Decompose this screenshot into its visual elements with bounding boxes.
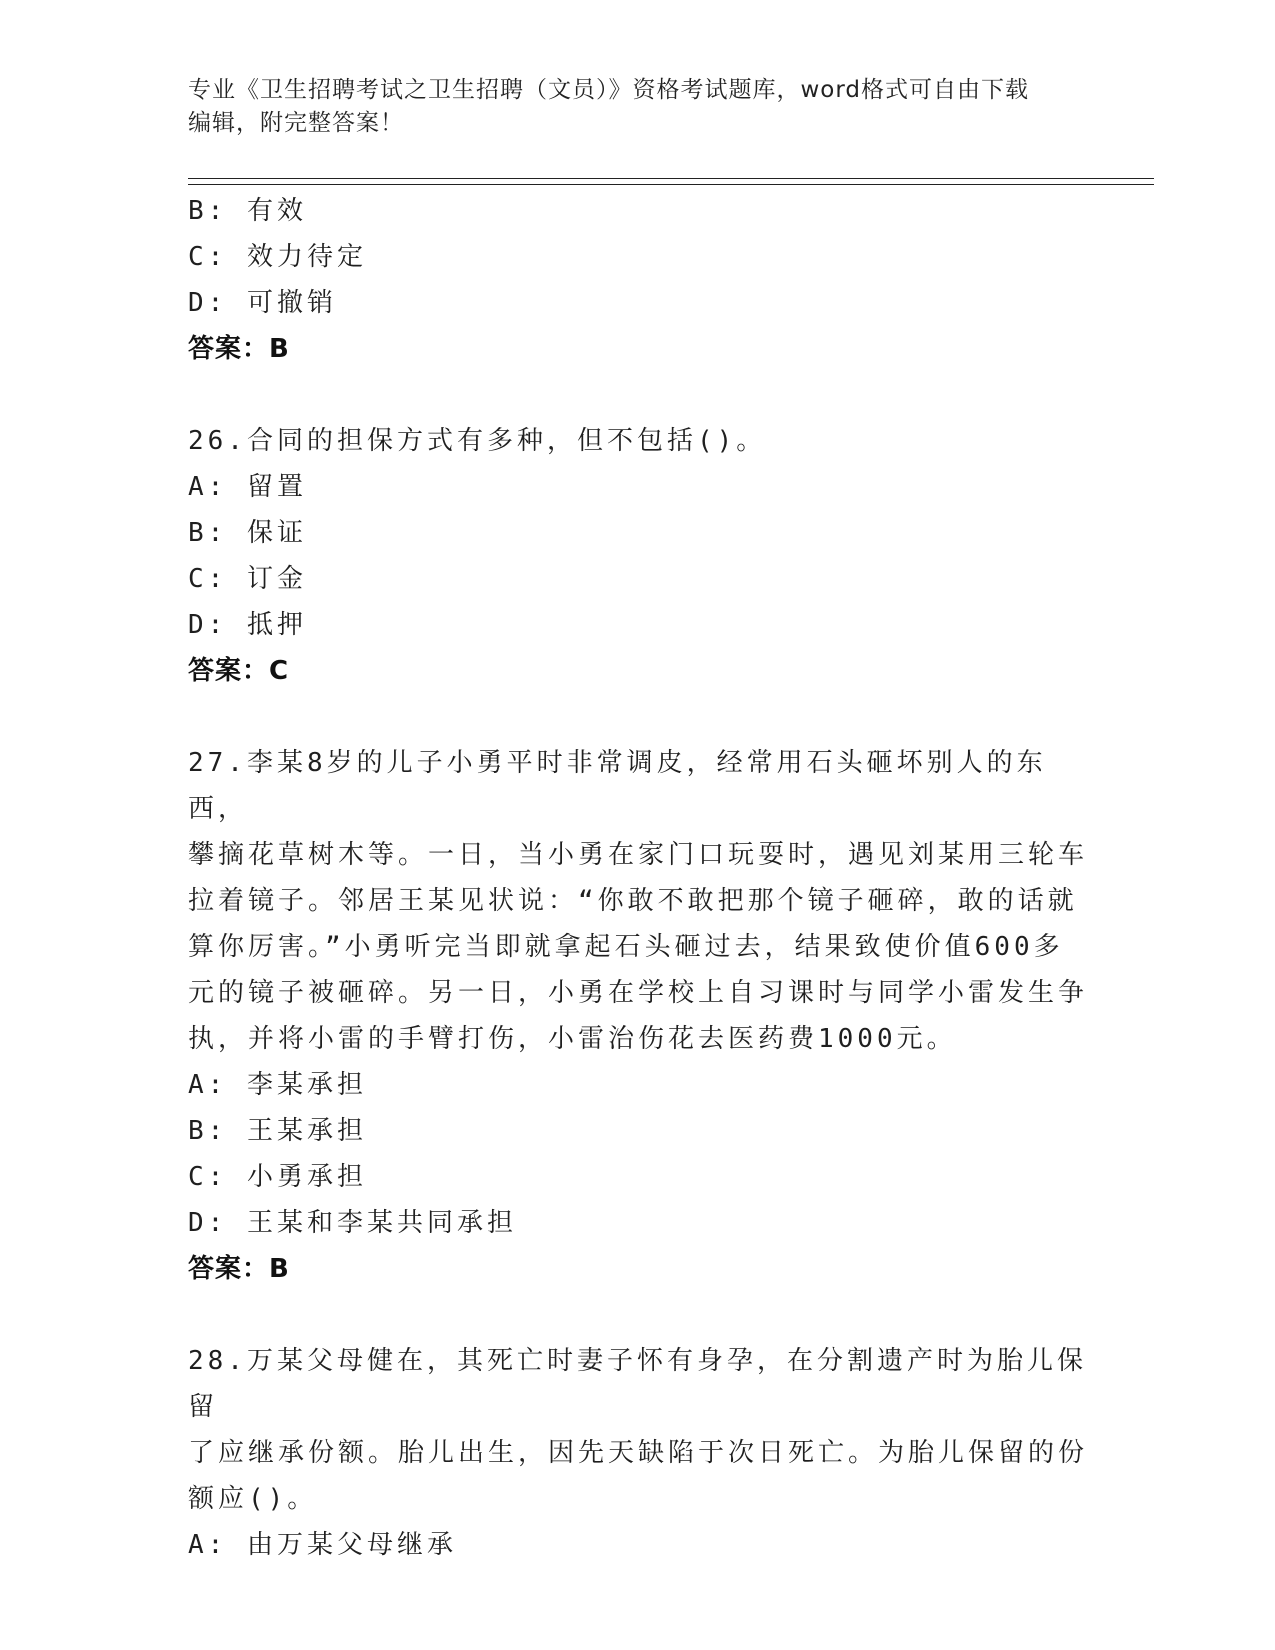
question-text-line: 额应()。 — [188, 1484, 318, 1514]
question-text-line: 28.万某父母健在，其死亡时妻子怀有身孕，在分割遗产时为胎儿保留 — [188, 1346, 1087, 1422]
option-d: D: 可撤销 — [188, 288, 337, 318]
question-28 — [188, 1338, 1088, 1568]
option-b: B: 王某承担 — [188, 1116, 367, 1146]
question-text-line: 元的镜子被砸碎。另一日，小勇在学校上自习课时与同学小雷发生争 — [188, 978, 1089, 1008]
option-d: D: 王某和李某共同承担 — [188, 1208, 517, 1238]
option-a: A: 李某承担 — [188, 1070, 367, 1100]
answer: 答案：B — [188, 1254, 290, 1284]
answer: 答案：B — [188, 334, 290, 364]
option-d: D: 抵押 — [188, 610, 307, 640]
option-a: A: 由万某父母继承 — [188, 1530, 457, 1560]
document-body — [188, 188, 1088, 1568]
option-c: C: 小勇承担 — [188, 1162, 367, 1192]
document-header — [188, 74, 1088, 140]
option-b: B: 保证 — [188, 518, 307, 548]
question-text-line: 执，并将小雷的手臂打伤，小雷治伤花去医药费1000元。 — [188, 1024, 957, 1054]
option-c: C: 效力待定 — [188, 242, 367, 272]
option-a: A: 留置 — [188, 472, 307, 502]
option-c: C: 订金 — [188, 564, 307, 594]
answer: 答案：C — [188, 656, 290, 686]
question-27 — [188, 740, 1088, 1292]
question-text-line: 27.李某8岁的儿子小勇平时非常调皮，经常用石头砸坏别人的东西， — [188, 748, 1047, 824]
question-text-line: 攀摘花草树木等。一日，当小勇在家门口玩耍时，遇见刘某用三轮车 — [188, 840, 1089, 870]
question-text-line: 算你厉害。”小勇听完当即就拿起石头砸过去，结果致使价值600多 — [188, 932, 1064, 962]
question-text-line: 了应继承份额。胎儿出生，因先天缺陷于次日死亡。为胎儿保留的份 — [188, 1438, 1089, 1468]
header-line-2: 编辑，附完整答案！ — [188, 110, 404, 136]
question-26 — [188, 418, 1088, 694]
question-25 — [188, 188, 1088, 372]
header-divider-bottom — [188, 184, 1154, 185]
header-line-1: 专业《卫生招聘考试之卫生招聘（文员）》资格考试题库，word格式可自由下载 — [188, 77, 1030, 103]
question-text-line: 拉着镜子。邻居王某见状说：“你敢不敢把那个镜子砸碎，敢的话就 — [188, 886, 1078, 916]
header-divider-top — [188, 178, 1154, 179]
question-text: 26.合同的担保方式有多种，但不包括()。 — [188, 426, 767, 456]
option-b: B: 有效 — [188, 196, 307, 226]
